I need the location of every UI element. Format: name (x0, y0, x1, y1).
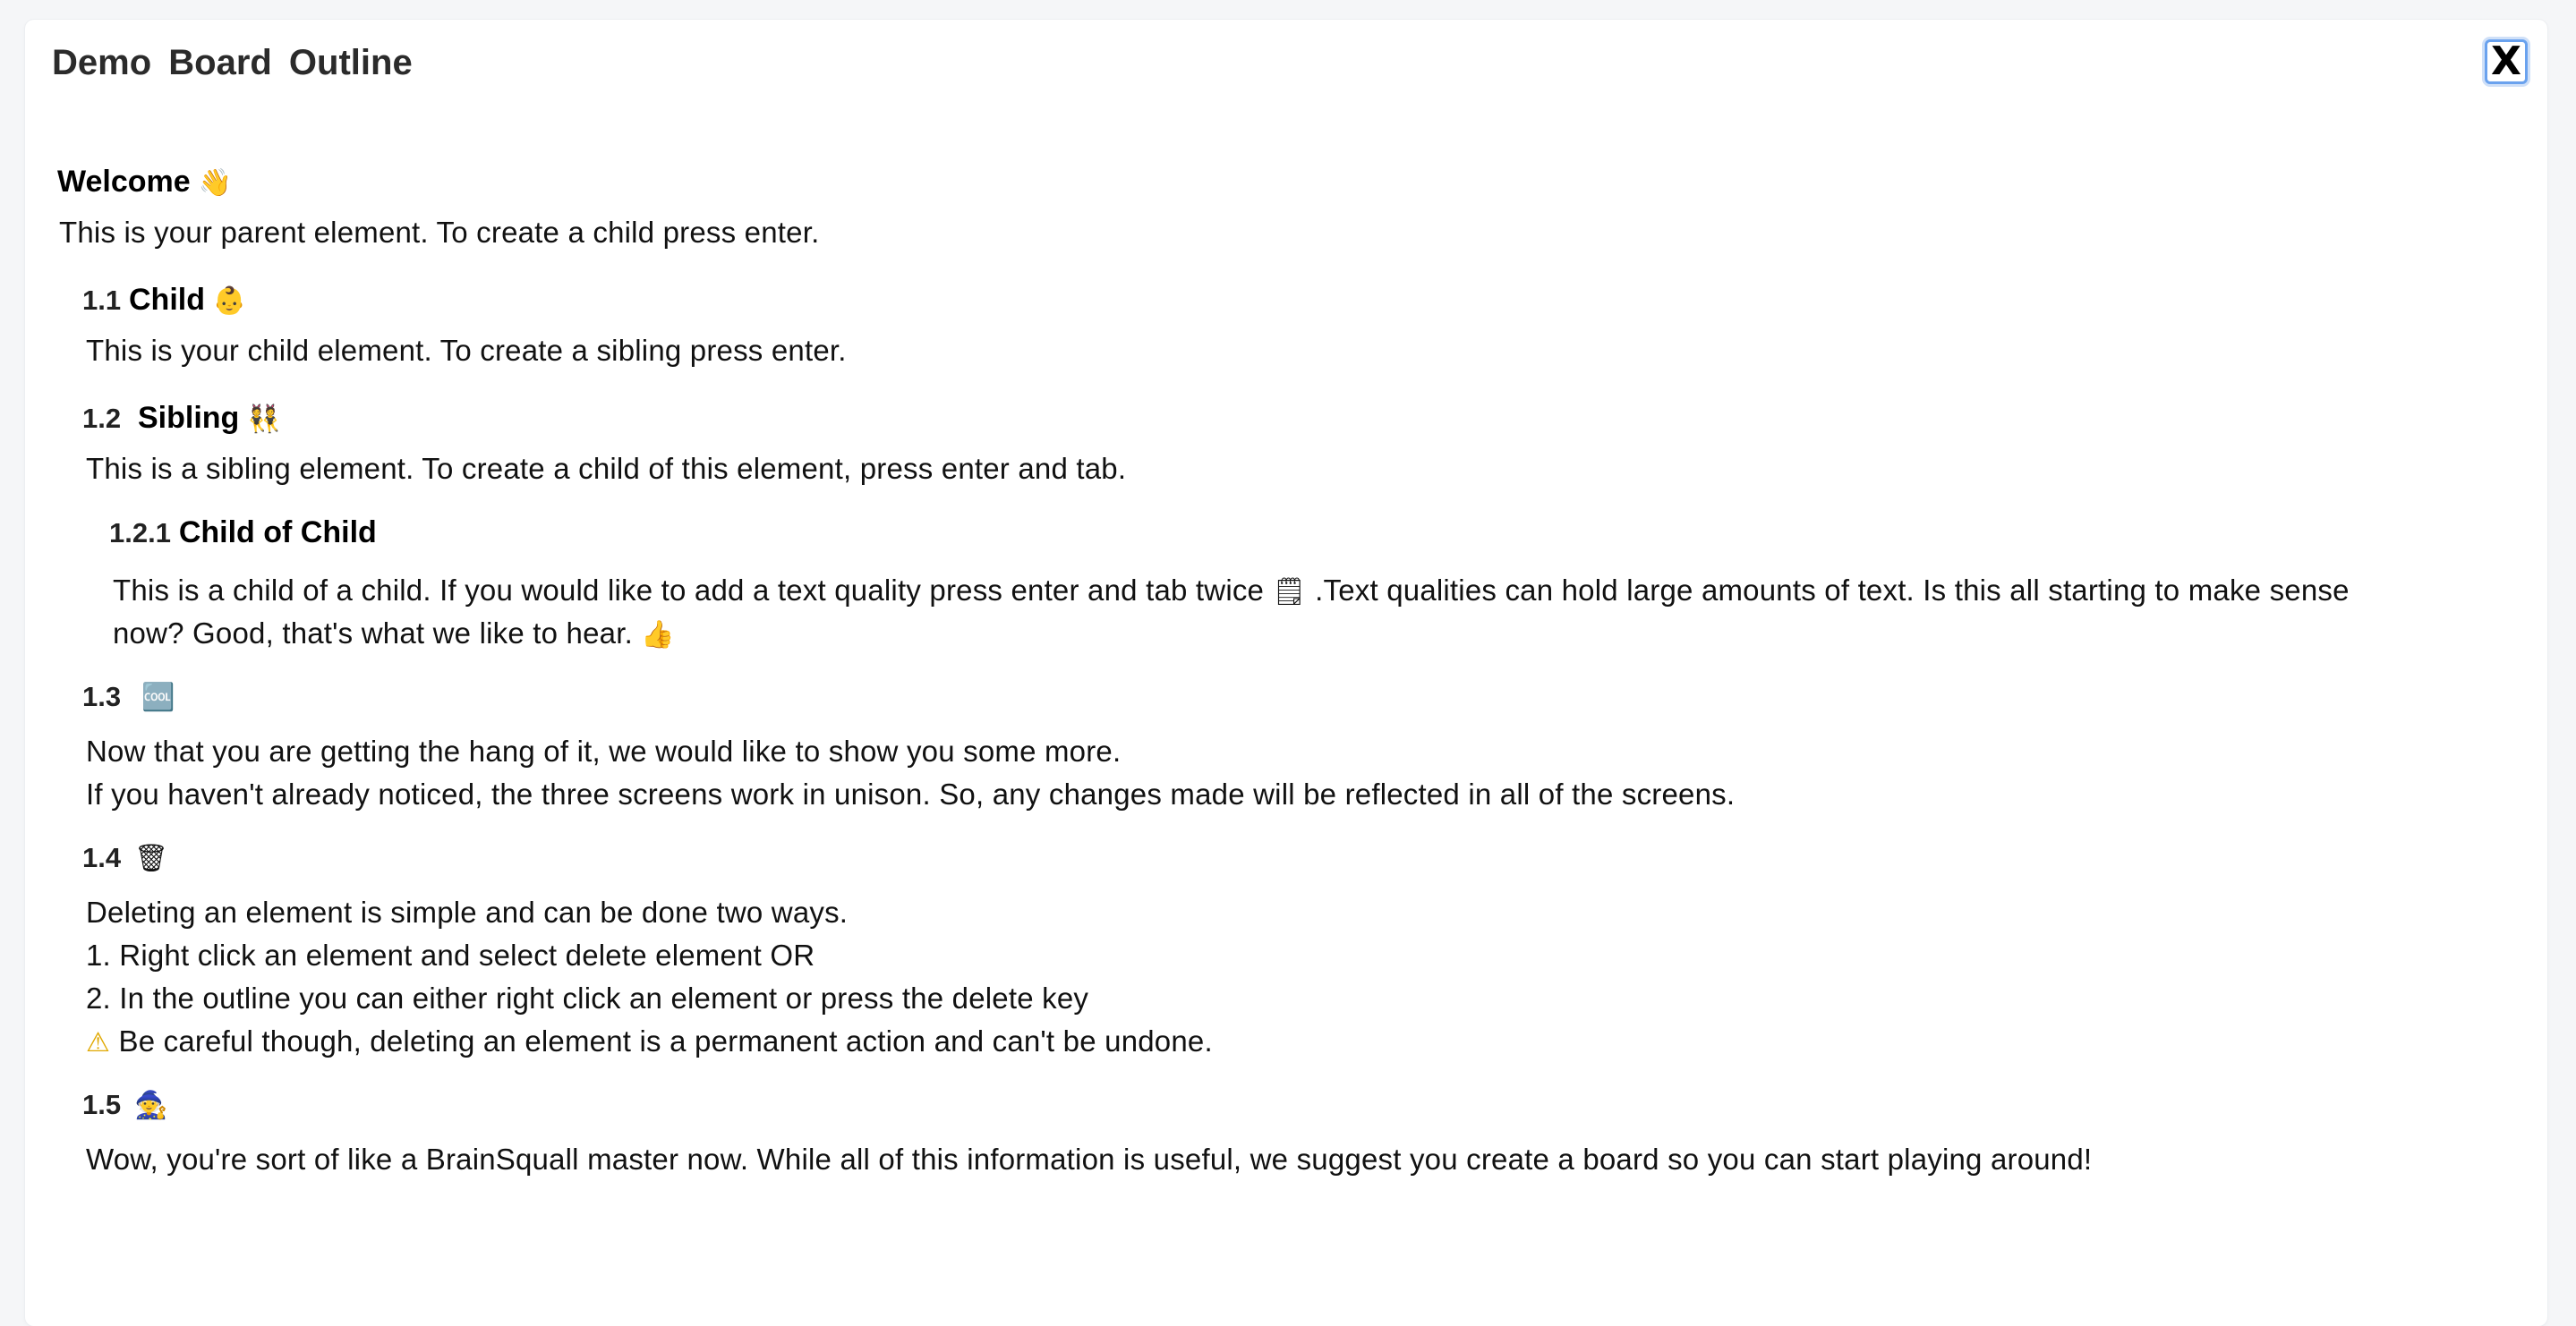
outline-item-heading[interactable] (82, 1088, 167, 1121)
outline-dialog (25, 20, 2547, 1326)
item-number: 1.2.1 (109, 517, 171, 548)
outline-item-heading[interactable] (82, 680, 175, 713)
dancers-icon: 👯 (247, 404, 281, 435)
cool-button-icon: 🆒 (141, 682, 175, 713)
item-number: 1.2 (82, 403, 122, 434)
outline-item-heading[interactable] (109, 515, 377, 550)
item-label: Child of Child (178, 515, 377, 549)
dialog-title: Demo Board Outline (52, 43, 413, 82)
item-text-line[interactable]: 2. In the outline you can either right click an element or press the delete key (86, 982, 1089, 1015)
item-text-part: .Text qualities can hold large amounts of text. Is this all starting to make sense (1315, 574, 2350, 607)
waving-hand-icon: 👋 (198, 167, 232, 199)
notepad-icon: 🗒 (1272, 576, 1307, 608)
outline-item-heading[interactable] (57, 165, 232, 200)
item-number: 1.4 (82, 842, 122, 873)
item-label: Welcome (57, 165, 191, 199)
item-text[interactable]: This is a sibling element. To create a child of this element, press enter and tab. (86, 452, 1127, 485)
item-text-line[interactable] (86, 1020, 1213, 1065)
item-text[interactable]: Wow, you're sort of like a BrainSquall master now. While all of this information is useful, we suggest you create a board so you can start playing around! (86, 1143, 2093, 1176)
outline-item-heading[interactable] (82, 401, 281, 436)
outline-item-heading[interactable] (82, 841, 168, 874)
item-text[interactable] (113, 569, 2350, 614)
item-text-continued[interactable] (113, 612, 675, 657)
close-button[interactable]: X (2485, 39, 2528, 84)
item-text[interactable]: This is your child element. To create a sibling press enter. (86, 334, 847, 367)
item-text-line[interactable]: 1. Right click an element and select delete element OR (86, 939, 815, 972)
item-number: 1.3 (82, 681, 122, 712)
item-text[interactable]: This is your parent element. To create a child press enter. (59, 216, 820, 249)
item-number: 1.5 (82, 1089, 122, 1120)
thumbs-up-icon: 👍 (641, 619, 675, 650)
warning-icon: ⚠ (86, 1027, 111, 1058)
item-text-part: now? Good, that's what we like to hear. (113, 616, 633, 650)
item-text-part: This is a child of a child. If you would like to add a text quality press enter and tab twice (113, 574, 1265, 607)
wastebasket-icon: 🗑 (134, 843, 169, 874)
mage-icon: 🧙 (134, 1090, 168, 1121)
item-text-line[interactable]: Now that you are getting the hang of it, we would like to show you some more. (86, 735, 1122, 768)
item-label: Sibling (138, 401, 240, 435)
item-text-line[interactable]: Deleting an element is simple and can be done two ways. (86, 896, 849, 929)
outline-item-heading[interactable] (82, 283, 246, 318)
item-number: 1.1 (82, 285, 122, 316)
baby-icon: 👶 (212, 285, 247, 317)
item-label: Child (129, 283, 205, 317)
warning-text: Be careful though, deleting an element is a permanent action and can't be undone. (118, 1024, 1213, 1058)
item-text-line[interactable]: If you haven't already noticed, the three screens work in unison. So, any changes made will be reflected in all of the screens. (86, 778, 1736, 811)
